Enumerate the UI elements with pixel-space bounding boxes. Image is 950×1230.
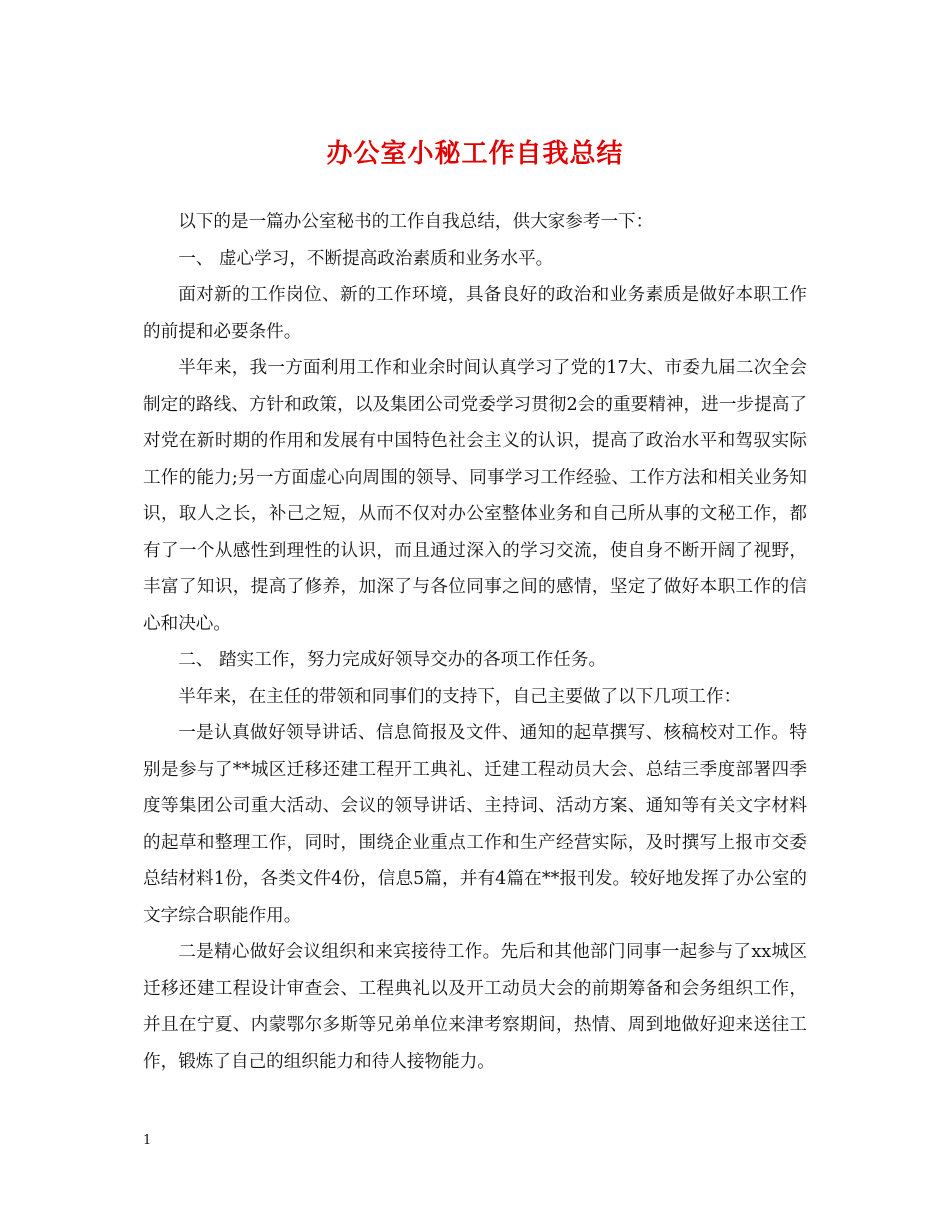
paragraph: 面对新的工作岗位、新的工作环境，具备良好的政治和业务素质是做好本职工作的前提和必要条件。 — [143, 285, 807, 342]
paragraph: 二是精心做好会议组织和来宾接待工作。先后和其他部门同事一起参与了xx城区迁移还建工程设计审查会、工程典礼以及开工动员大会的前期筹备和会务组织工作，并且在宁夏、内蒙鄂尔多斯等兄弟单位来津考察期间，热情、周到地做好迎来送往工作，锻炼了自己的组织能力和待人接物能力。 — [143, 942, 807, 1072]
paragraph: 一是认真做好领导讲话、信息简报及文件、通知的起草撰写、核稿校对工作。特别是参与了**城区迁移还建工程开工典礼、迁建工程动员大会、总结三季度部署四季度等集团公司重大活动、会议的领导讲话、主持词、活动方案、通知等有关文字材料的起草和整理工作，同时，围绕企业重点工作和生产经营实际，及时撰写上报市交委总结材料1份，各类文件4份，信息5篇，并有4篇在**报刊发。较好地发挥了办公室的文字综合职能作用。 — [143, 723, 807, 926]
paragraph-heading-1: 一、 虚心学习，不断提高政治素质和业务水平。 — [178, 248, 554, 269]
paragraph-intro: 以下的是一篇办公室秘书的工作自我总结，供大家参考一下： — [178, 212, 654, 232]
document-body — [143, 204, 807, 1080]
paragraph-heading-2: 二、 踏实工作，努力完成好领导交办的各项工作任务。 — [178, 650, 607, 670]
paragraph: 半年来，在主任的带领和同事们的支持下，自己主要做了以下几项工作： — [178, 686, 742, 707]
paragraph: 半年来，我一方面利用工作和业余时间认真学习了党的17大、市委九届二次全会制定的路线、方针和政策，以及集团公司党委学习贯彻2会的重要精神，进一步提高了对党在新时期的作用和发展有中国特色社会主义的认识，提高了政治水平和驾驭实际工作的能力;另一方面虚心向周围的领导、同事学习工作经验、工作方法和相关业务知识，取人之长，补己之短，从而不仅对办公室整体业务和自己所从事的文秘工作，都有了一个从感性到理性的认识，而且通过深入的学习交流，使自身不断开阔了视野，丰富了知识，提高了修养，加深了与各位同事之间的感情，坚定了做好本职工作的信心和决心。 — [143, 358, 807, 634]
page-number: 1 — [143, 1133, 152, 1148]
document-title: 办公室小秘工作自我总结 — [326, 139, 624, 169]
